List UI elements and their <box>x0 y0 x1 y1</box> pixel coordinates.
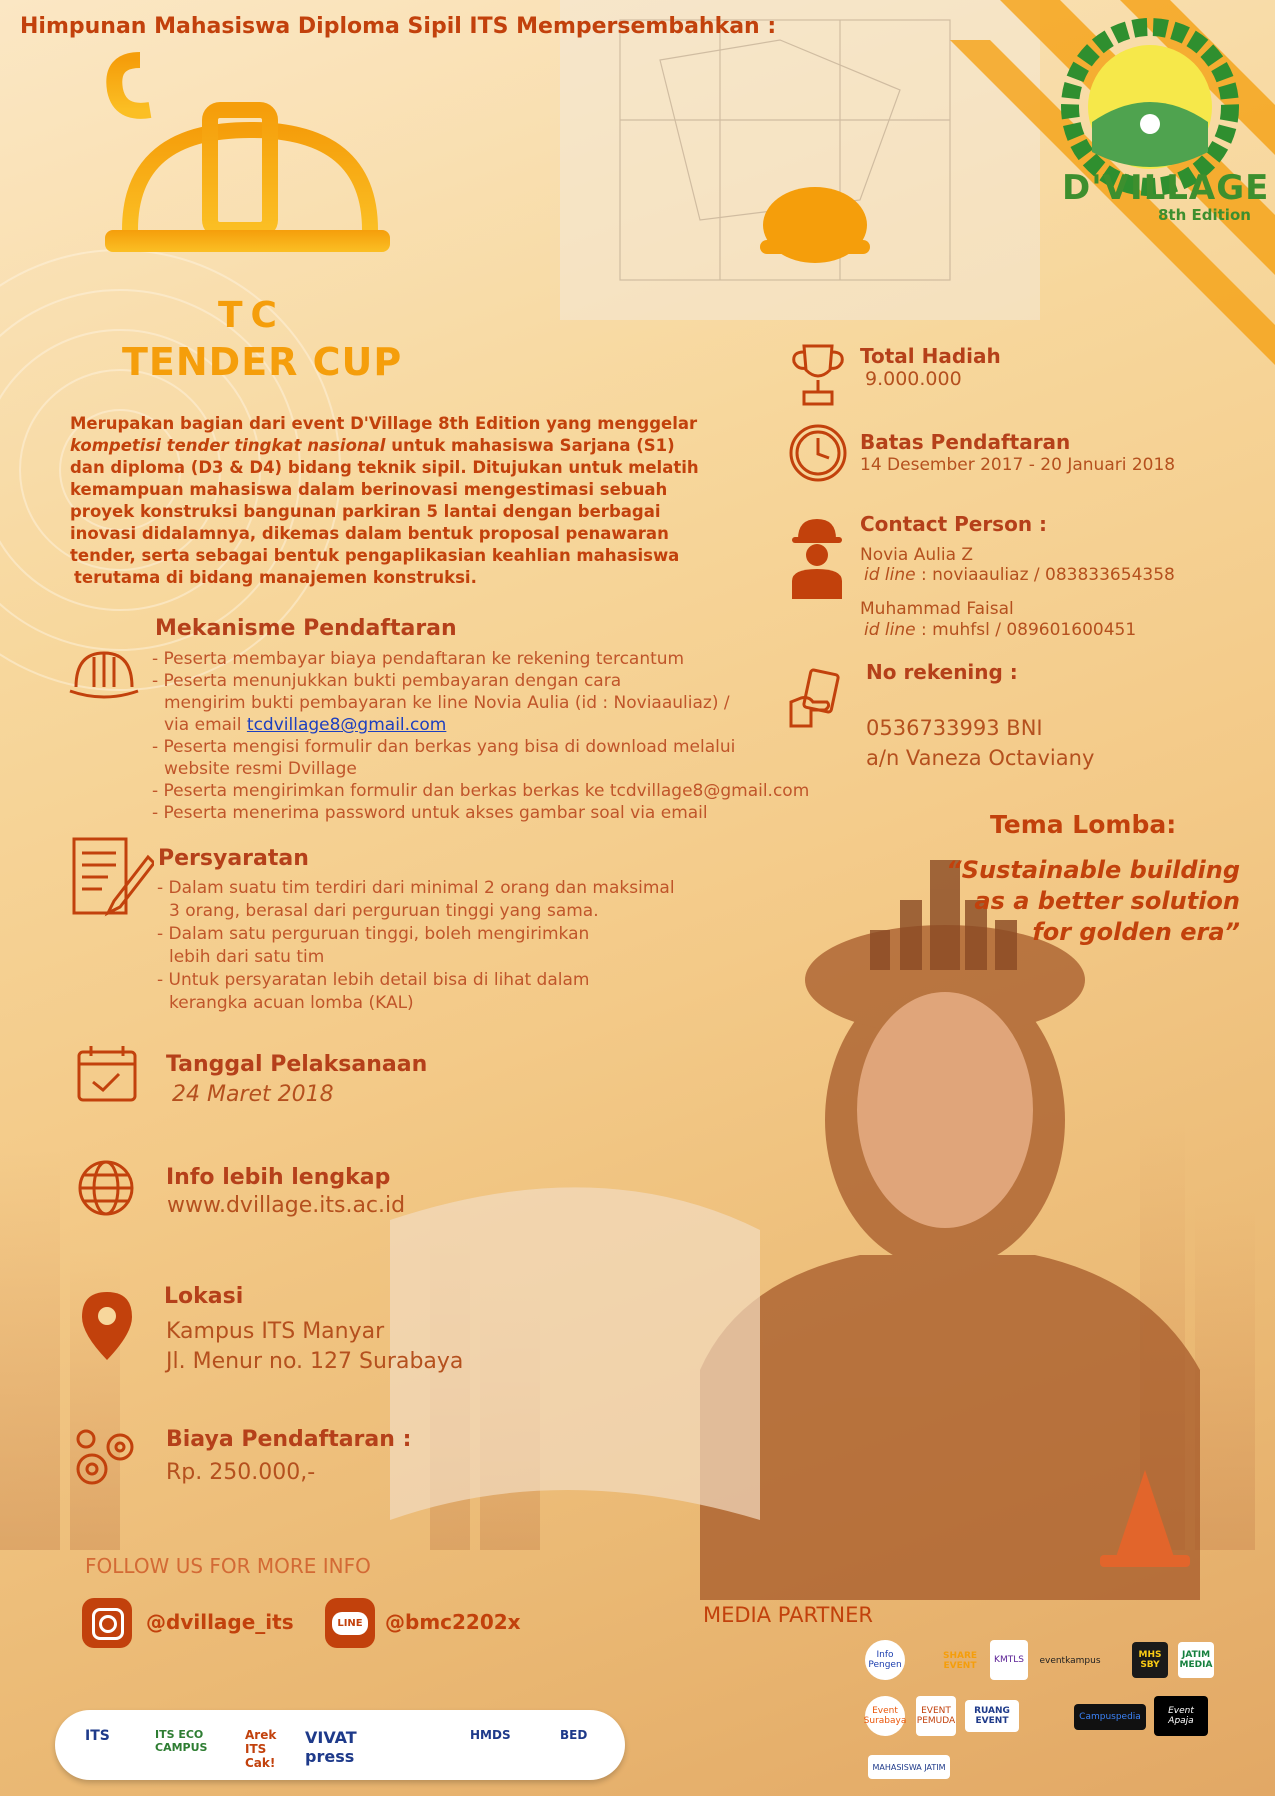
website-link[interactable]: www.dvillage.its.ac.id <box>167 1193 406 1218</box>
partner-logo: SHARE EVENT <box>942 1651 978 1671</box>
trophy-icon <box>790 342 846 408</box>
mekanisme-item: - Peserta mengirimkan formulir dan berkas berkas ke tcdvillage8@gmail.com <box>152 781 810 801</box>
contact-title: Contact Person : <box>860 512 1048 536</box>
tanggal-value: 24 Maret 2018 <box>172 1082 334 1107</box>
persyaratan-item: - Dalam satu perguruan tinggi, boleh mengirimkan <box>157 924 590 944</box>
mekanisme-title: Mekanisme Pendaftaran <box>155 616 457 641</box>
rekening-number: 0536733993 BNI <box>866 716 1043 740</box>
mekanisme-item: mengirim bukti pembayaran ke line Novia Aulia (id : Noviaauliaz) / <box>164 693 730 713</box>
money-hand-icon <box>787 668 847 730</box>
lokasi-title: Lokasi <box>164 1284 244 1309</box>
partner-logo: Campuspedia <box>1074 1704 1146 1730</box>
lokasi-address <box>166 1317 463 1377</box>
contact-2-name: Muhammad Faisal <box>860 599 1014 619</box>
description-text: untuk mahasiswa Sarjana (S1) <box>385 436 675 455</box>
sponsor-logo: VIVAT press <box>305 1728 357 1766</box>
lokasi-line: Jl. Menur no. 127 Surabaya <box>166 1349 464 1374</box>
tanggal-title: Tanggal Pelaksanaan <box>166 1052 428 1077</box>
rekening-detail <box>866 713 1094 773</box>
tema-line: “Sustainable building <box>946 856 1240 884</box>
contact-1-value: : noviaauliaz / 083833654358 <box>915 565 1175 585</box>
mekanisme-item: - Peserta mengisi formulir dan berkas yang bisa di download melalui <box>152 737 736 757</box>
globe-icon <box>76 1158 142 1224</box>
description-line: terutama di bidang manajemen konstruksi. <box>74 568 477 587</box>
persyaratan-item: - Dalam suatu tim terdiri dari minimal 2 orang dan maksimal <box>157 878 675 898</box>
persyaratan-list <box>157 877 757 1015</box>
persyaratan-item: - Untuk persyaratan lebih detail bisa di lihat dalam <box>157 970 590 990</box>
line-icon[interactable] <box>325 1598 375 1648</box>
sponsor-logo: Arek ITS Cak! <box>245 1728 277 1770</box>
contact-2-value: : muhfsl / 089601600451 <box>915 620 1137 640</box>
media-partner-title: MEDIA PARTNER <box>703 1603 873 1627</box>
event-description <box>70 413 710 589</box>
partner-logo: EVENT PEMUDA <box>916 1696 956 1736</box>
email-link[interactable]: tcdvillage8@gmail.com <box>246 715 447 735</box>
description-line: tender, serta sebagai bentuk pengaplikasian keahlian mahasiswa <box>70 546 680 565</box>
hadiah-value: 9.000.000 <box>865 368 962 390</box>
document-pen-icon <box>70 835 154 919</box>
partner-logo: JATIM MEDIA <box>1178 1642 1214 1678</box>
description-line <box>70 435 710 457</box>
partner-logo: Event Apaja <box>1154 1696 1208 1736</box>
event-abbreviation: TC <box>218 295 285 336</box>
worker-icon <box>790 515 844 599</box>
instagram-handle[interactable]: @dvillage_its <box>146 1610 294 1634</box>
partner-logo: Info Pengen <box>865 1640 905 1680</box>
brand-name: D'VILLAGE <box>1062 168 1270 208</box>
mekanisme-item: - Peserta menunjukkan bukti pembayaran dengan cara <box>152 671 622 691</box>
biaya-title: Biaya Pendaftaran : <box>166 1427 412 1452</box>
description-line: kemampuan mahasiswa dalam berinovasi mengestimasi sebuah <box>70 480 668 499</box>
info-title: Info lebih lengkap <box>166 1165 391 1190</box>
persyaratan-item: kerangka acuan lomba (KAL) <box>169 993 414 1013</box>
persyaratan-item: lebih dari satu tim <box>169 947 325 967</box>
partner-logo: eventkampus <box>1039 1656 1101 1666</box>
description-line: Merupakan bagian dari event D'Village 8th Edition yang menggelar <box>70 414 698 433</box>
presenter-header: Himpunan Mahasiswa Diploma Sipil ITS Mempersembahkan : <box>20 14 777 39</box>
mekanisme-list <box>152 648 852 824</box>
contact-1-detail <box>864 564 1175 586</box>
mekanisme-item <box>152 714 852 736</box>
sponsor-logo: HMDS <box>470 1728 511 1742</box>
line-handle[interactable]: @bmc2202x <box>385 1610 521 1634</box>
helmet-icon <box>68 645 140 701</box>
contact-1-name: Novia Aulia Z <box>860 545 974 565</box>
sponsor-logo: BED <box>560 1728 588 1742</box>
mekanisme-item: - Peserta membayar biaya pendaftaran ke rekening tercantum <box>152 649 685 669</box>
contact-2-detail <box>864 619 1136 641</box>
partner-logo: MAHASISWA JATIM <box>868 1755 950 1779</box>
event-title: TENDER CUP <box>122 340 403 384</box>
line-badge: LINE <box>332 1612 367 1635</box>
description-line: proyek konstruksi bangunan parkiran 5 lantai dengan berbagai <box>70 502 661 521</box>
partner-logo: MHS SBY <box>1132 1642 1168 1678</box>
hadiah-title: Total Hadiah <box>860 344 1001 368</box>
follow-title: FOLLOW US FOR MORE INFO <box>85 1554 371 1578</box>
contact-1-label: id line <box>864 565 916 585</box>
description-line: inovasi didalamnya, dikemas dalam bentuk proposal penawaran <box>70 524 669 543</box>
description-emphasis: kompetisi tender tingkat nasional <box>70 436 386 455</box>
brand-edition: 8th Edition <box>1158 206 1251 224</box>
batas-title: Batas Pendaftaran <box>860 430 1071 454</box>
persyaratan-title: Persyaratan <box>158 846 309 871</box>
contact-2-label: id line <box>864 620 916 640</box>
instagram-icon[interactable] <box>82 1598 132 1648</box>
mekanisme-text: via email <box>164 715 247 735</box>
rekening-title: No rekening : <box>866 660 1018 684</box>
partner-logo: RUANG EVENT <box>965 1700 1019 1732</box>
gears-icon <box>68 1425 146 1493</box>
tema-line: for golden era” <box>1032 918 1240 946</box>
batas-value: 14 Desember 2017 - 20 Januari 2018 <box>860 455 1176 475</box>
mekanisme-item: - Peserta menerima password untuk akses gambar soal via email <box>152 803 708 823</box>
description-line: dan diploma (D3 & D4) bidang teknik sipil. Ditujukan untuk melatih <box>70 458 699 477</box>
location-pin-icon <box>80 1290 134 1362</box>
lokasi-line: Kampus ITS Manyar <box>166 1319 385 1344</box>
tema-quote <box>900 855 1240 948</box>
hard-hat-logo-icon <box>100 50 400 300</box>
persyaratan-item: 3 orang, berasal dari perguruan tinggi yang sama. <box>169 901 599 921</box>
partner-logo: KMTLS <box>990 1640 1028 1680</box>
sponsor-logo: ITS <box>85 1728 110 1744</box>
calendar-icon <box>75 1042 145 1112</box>
tema-line: as a better solution <box>974 887 1240 915</box>
rekening-name: a/n Vaneza Octaviany <box>866 746 1095 770</box>
biaya-value: Rp. 250.000,- <box>166 1460 316 1485</box>
partner-logo: Event Surabaya <box>865 1696 905 1736</box>
sponsor-logo: ITS ECO CAMPUS <box>155 1728 208 1754</box>
tema-title: Tema Lomba: <box>990 810 1177 839</box>
mekanisme-item: website resmi Dvillage <box>164 759 357 779</box>
clock-icon <box>787 422 849 484</box>
